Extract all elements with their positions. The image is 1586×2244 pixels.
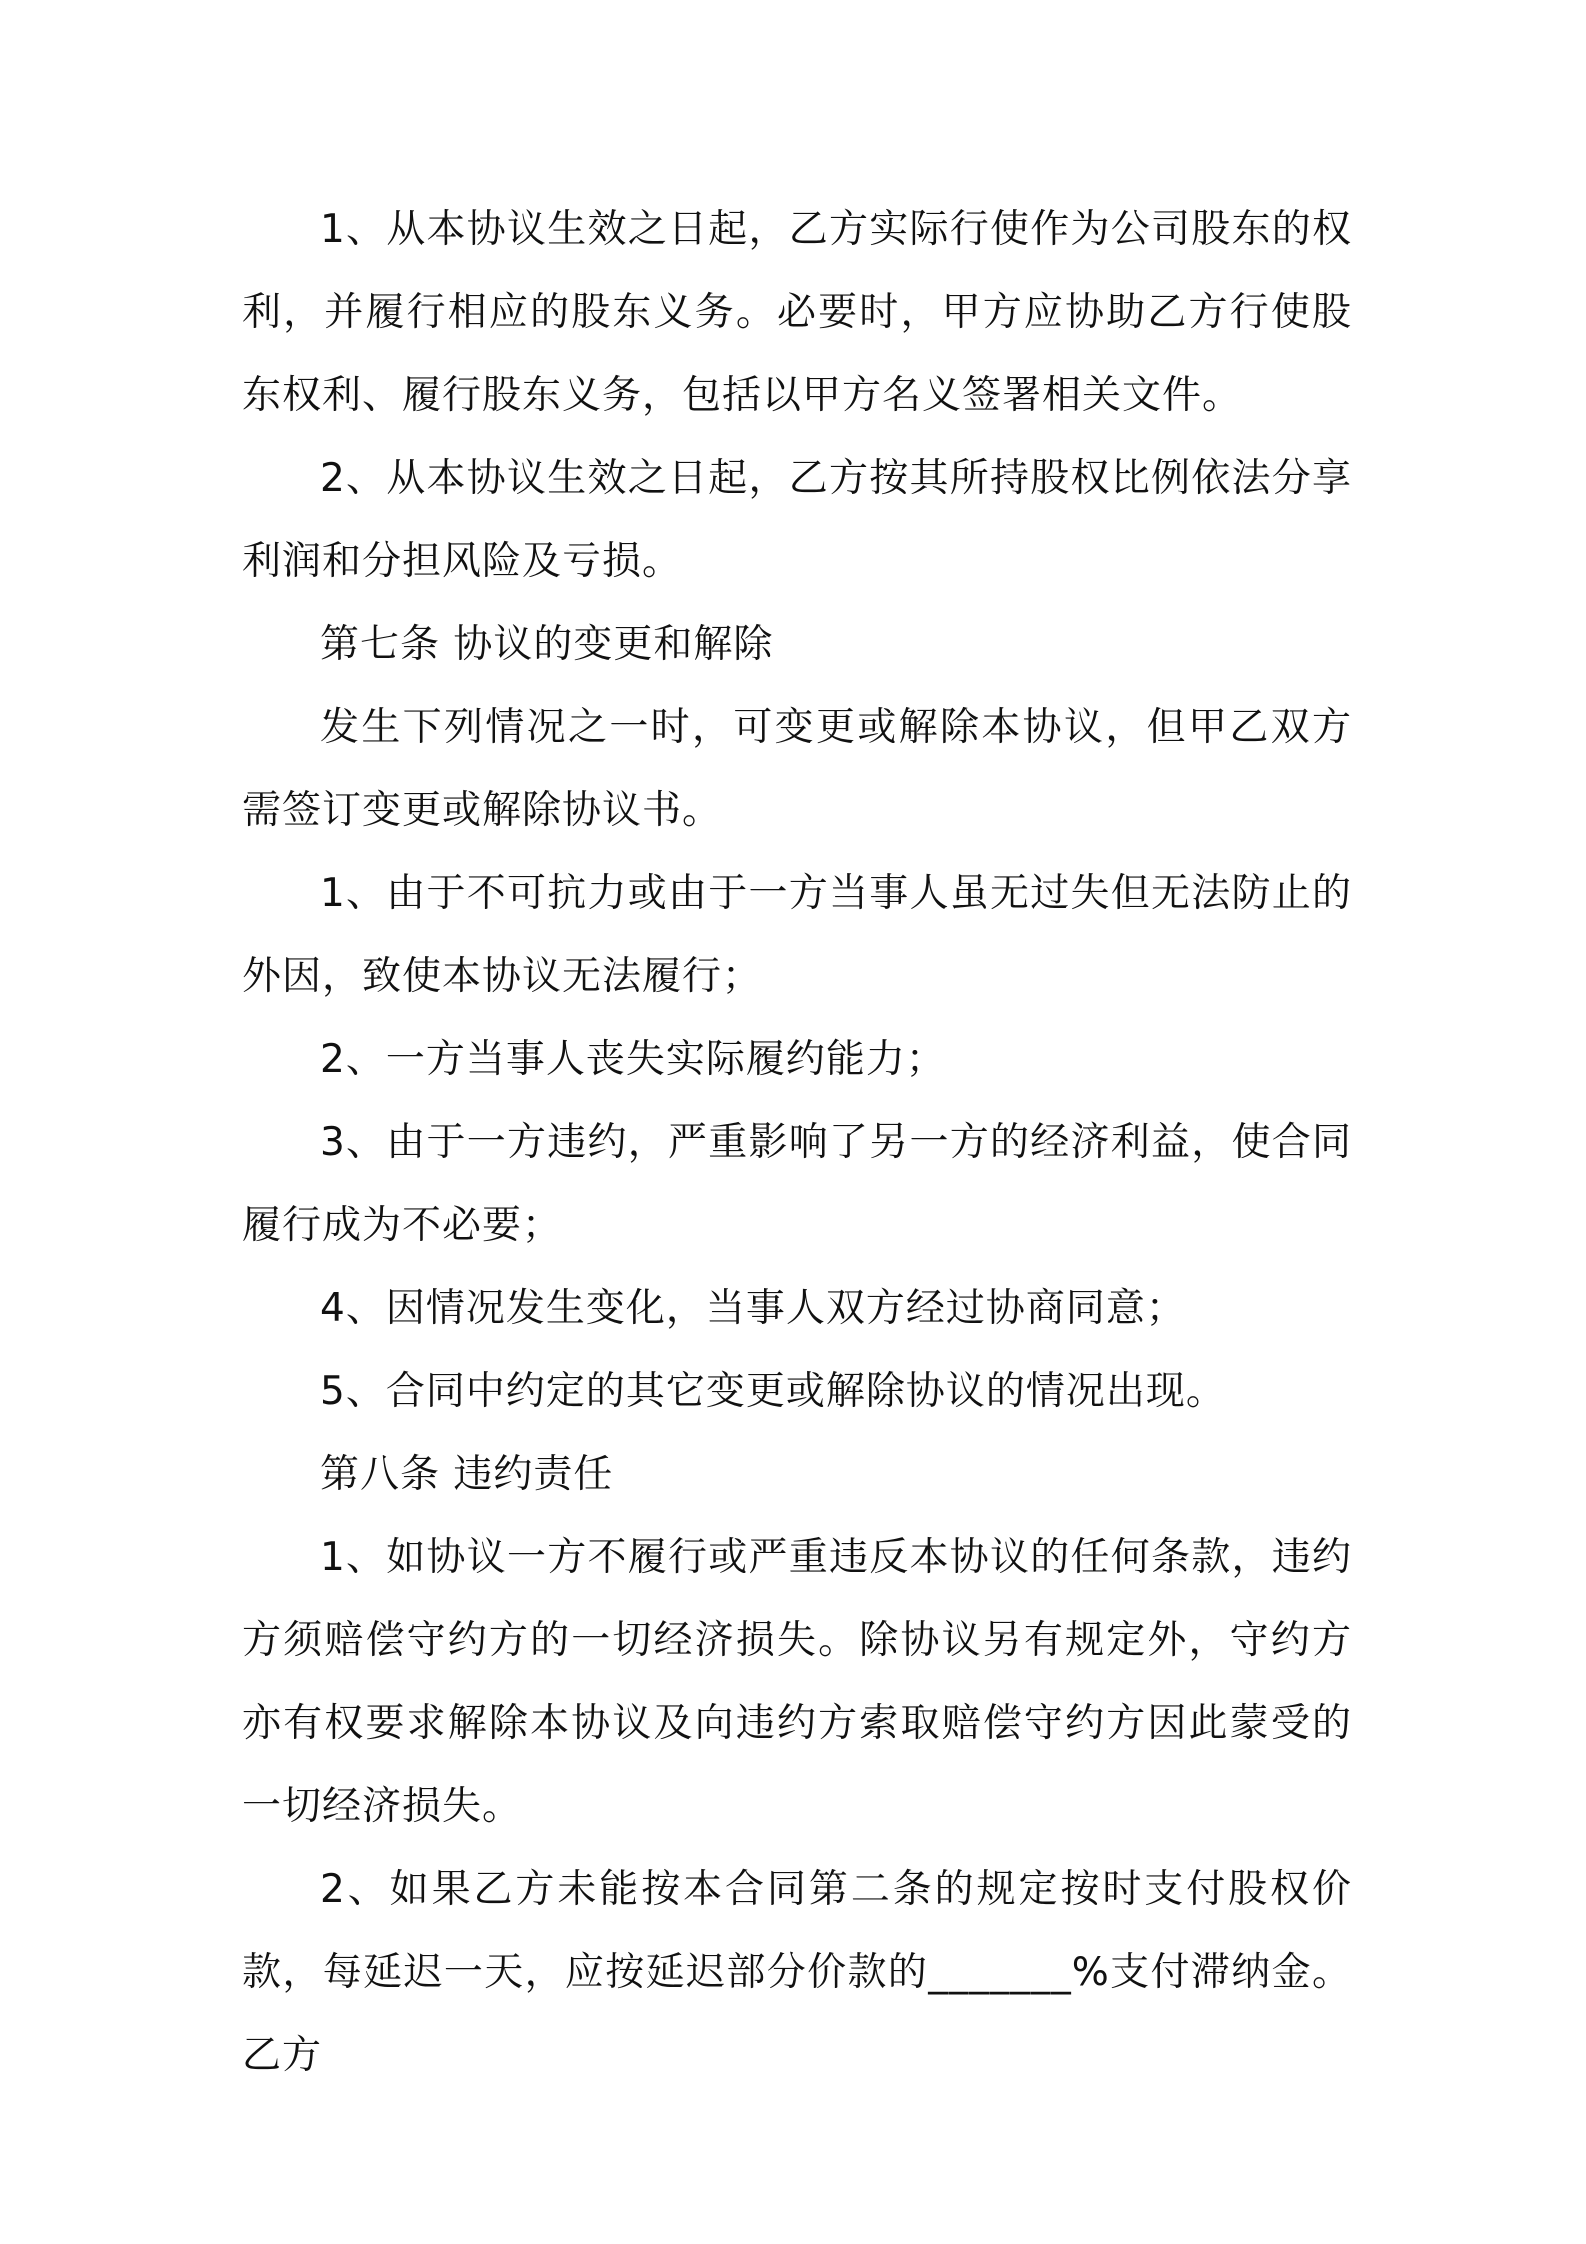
paragraph-article-7-intro: 发生下列情况之一时，可变更或解除本协议，但甲乙双方需签订变更或解除协议书。	[242, 705, 1352, 833]
paragraph-clause-8-1: 1、如协议一方不履行或严重违反本协议的任何条款，违约方须赔偿守约方的一切经济损失。除协议另有规定外，守约方亦有权要求解除本协议及向违约方索取赔偿守约方因此蒙受的一切经济损失。	[242, 1535, 1352, 1829]
paragraph-clause-7-5: 5、合同中约定的其它变更或解除协议的情况出现。	[320, 1369, 1226, 1414]
paragraph-clause-6-1: 1、从本协议生效之日起，乙方实际行使作为公司股东的权利，并履行相应的股东义务。必要时，甲方应协助乙方行使股东权利、履行股东义务，包括以甲方名义签署相关文件。	[242, 207, 1352, 418]
paragraph-clause-7-3: 3、由于一方违约，严重影响了另一方的经济利益，使合同履行成为不必要；	[242, 1120, 1352, 1248]
paragraph-clause-6-2: 2、从本协议生效之日起，乙方按其所持股权比例依法分享利润和分担风险及亏损。	[242, 456, 1352, 584]
document-body	[242, 188, 1352, 2097]
paragraph-clause-8-2: 2、如果乙方未能按本合同第二条的规定按时支付股权价款，每延迟一天，应按延迟部分价款的_______%支付滞纳金。乙方	[242, 1867, 1352, 2078]
heading-article-8: 第八条 违约责任	[320, 1452, 614, 1497]
paragraph-clause-7-2: 2、一方当事人丧失实际履约能力；	[320, 1037, 946, 1082]
paragraph-clause-7-4: 4、因情况发生变化，当事人双方经过协商同意；	[320, 1286, 1186, 1331]
paragraph-clause-7-1: 1、由于不可抗力或由于一方当事人虽无过失但无法防止的外因，致使本协议无法履行；	[242, 871, 1352, 999]
heading-article-7: 第七条 协议的变更和解除	[320, 622, 774, 667]
